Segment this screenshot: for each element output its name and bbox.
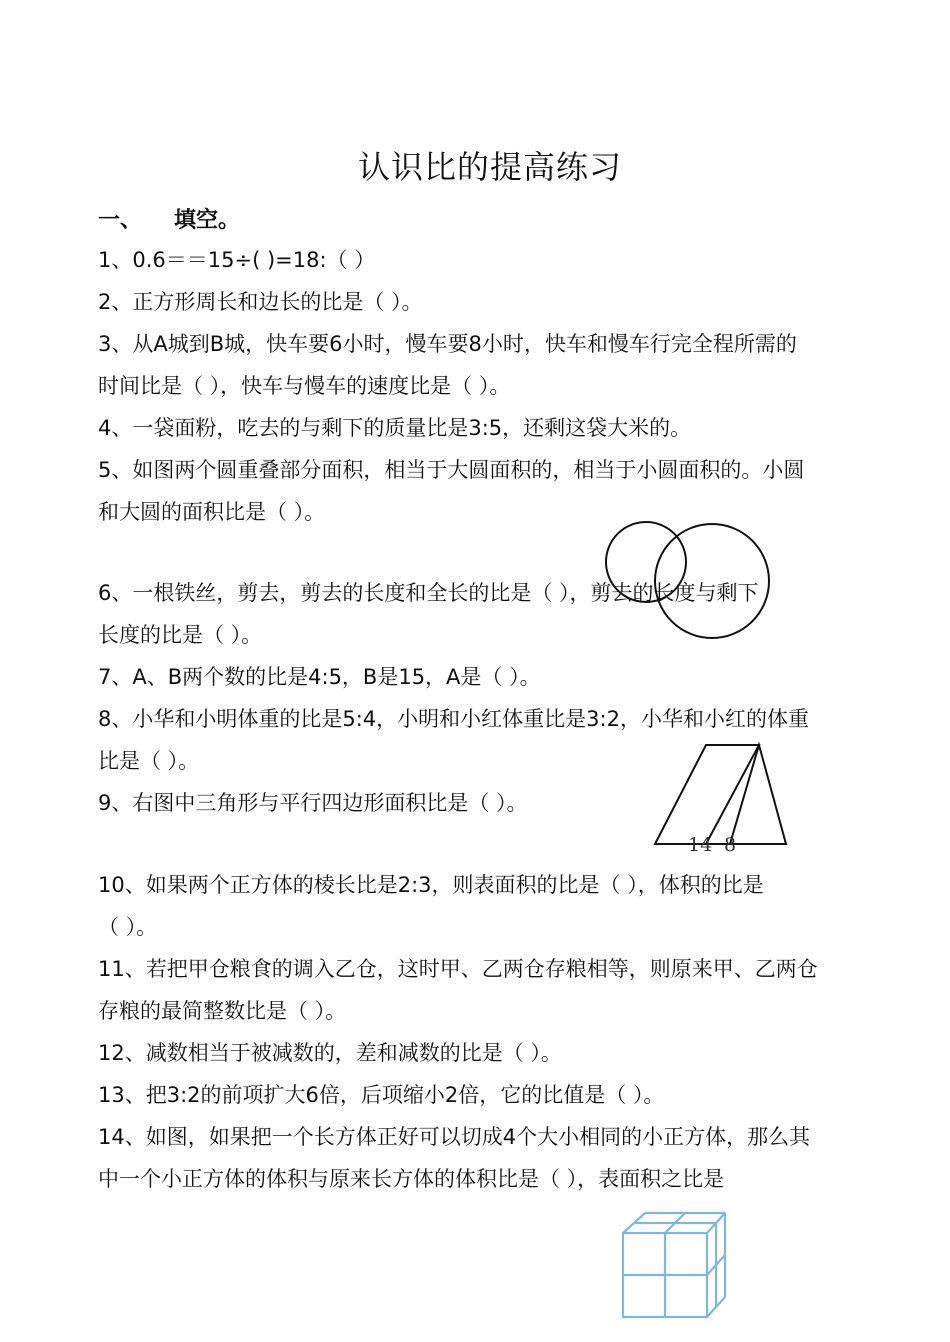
question-5-line-2: 和大圆的面积比是（ ）。 bbox=[98, 500, 326, 524]
question-12: 12、减数相当于被减数的，差和减数的比是（ ）。 bbox=[98, 1041, 562, 1065]
question-8-line-1: 8、小华和小明体重的比是5:4，小明和小红体重比是3:2，小华和小红的体重 bbox=[98, 707, 809, 731]
small-circle bbox=[606, 522, 686, 602]
question-11-line-1: 11、若把甲仓粮食的调入乙仓，这时甲、乙两仓存粮相等，则原来甲、乙两仓 bbox=[98, 957, 818, 981]
large-circle bbox=[655, 524, 769, 638]
question-8-line-2: 比是（ ）。 bbox=[98, 749, 200, 773]
parallelogram-shape bbox=[655, 745, 759, 844]
question-10-line-2: （ ）。 bbox=[98, 915, 158, 939]
question-14-line-2: 中一个小正方体的体积与原来长方体的体积比是（ ），表面积之比是 bbox=[98, 1167, 725, 1191]
question-1: 1、0.6＝＝15÷( )=18:（ ） bbox=[98, 248, 376, 272]
question-10-line-1: 10、如果两个正方体的棱长比是2:3，则表面积的比是（ ），体积的比是 bbox=[98, 873, 764, 897]
section-heading bbox=[98, 203, 240, 234]
label-8: 8 bbox=[724, 834, 737, 856]
label-14: 14 bbox=[688, 834, 713, 856]
question-6-line-1: 6、一根铁丝，剪去，剪去的长度和全长的比是（ ），剪去的长度与剩下 bbox=[98, 581, 759, 605]
question-4: 4、一袋面粉，吃去的与剩下的质量比是3:5，还剩这袋大米的。 bbox=[98, 416, 692, 440]
question-3-line-1: 3、从A城到B城，快车要6小时，慢车要8小时，快车和慢车行完全程所需的 bbox=[98, 332, 797, 356]
triangle-shape bbox=[730, 745, 786, 844]
section-number: 一、 bbox=[98, 208, 143, 233]
question-6-line-2: 长度的比是（ ）。 bbox=[98, 623, 263, 647]
question-14-line-1: 14、如图，如果把一个长方体正好可以切成4个大小相同的小正方体，那么其 bbox=[98, 1125, 811, 1149]
question-7: 7、A、B两个数的比是4:5，B是15，A是（ ）。 bbox=[98, 665, 541, 689]
question-9: 9、右图中三角形与平行四边形面积比是（ ）。 bbox=[98, 791, 528, 815]
question-2: 2、正方形周长和边长的比是（ ）。 bbox=[98, 290, 423, 314]
parallelogram-triangle-figure bbox=[650, 740, 800, 860]
question-3-line-2: 时间比是（ ），快车与慢车的速度比是（ ）。 bbox=[98, 374, 511, 398]
overlapping-circles-figure bbox=[600, 520, 780, 645]
question-5-line-1: 5、如图两个圆重叠部分面积，相当于大圆面积的，相当于小圆面积的。小圆 bbox=[98, 458, 805, 482]
section-label: 填空。 bbox=[174, 208, 241, 233]
page-title: 认识比的提高练习 bbox=[357, 148, 622, 186]
question-13: 13、把3:2的前项扩大6倍，后项缩小2倍，它的比值是（ ）。 bbox=[98, 1083, 665, 1107]
question-11-line-2: 存粮的最简整数比是（ ）。 bbox=[98, 999, 347, 1023]
cuboid-cubes-figure bbox=[615, 1205, 735, 1330]
